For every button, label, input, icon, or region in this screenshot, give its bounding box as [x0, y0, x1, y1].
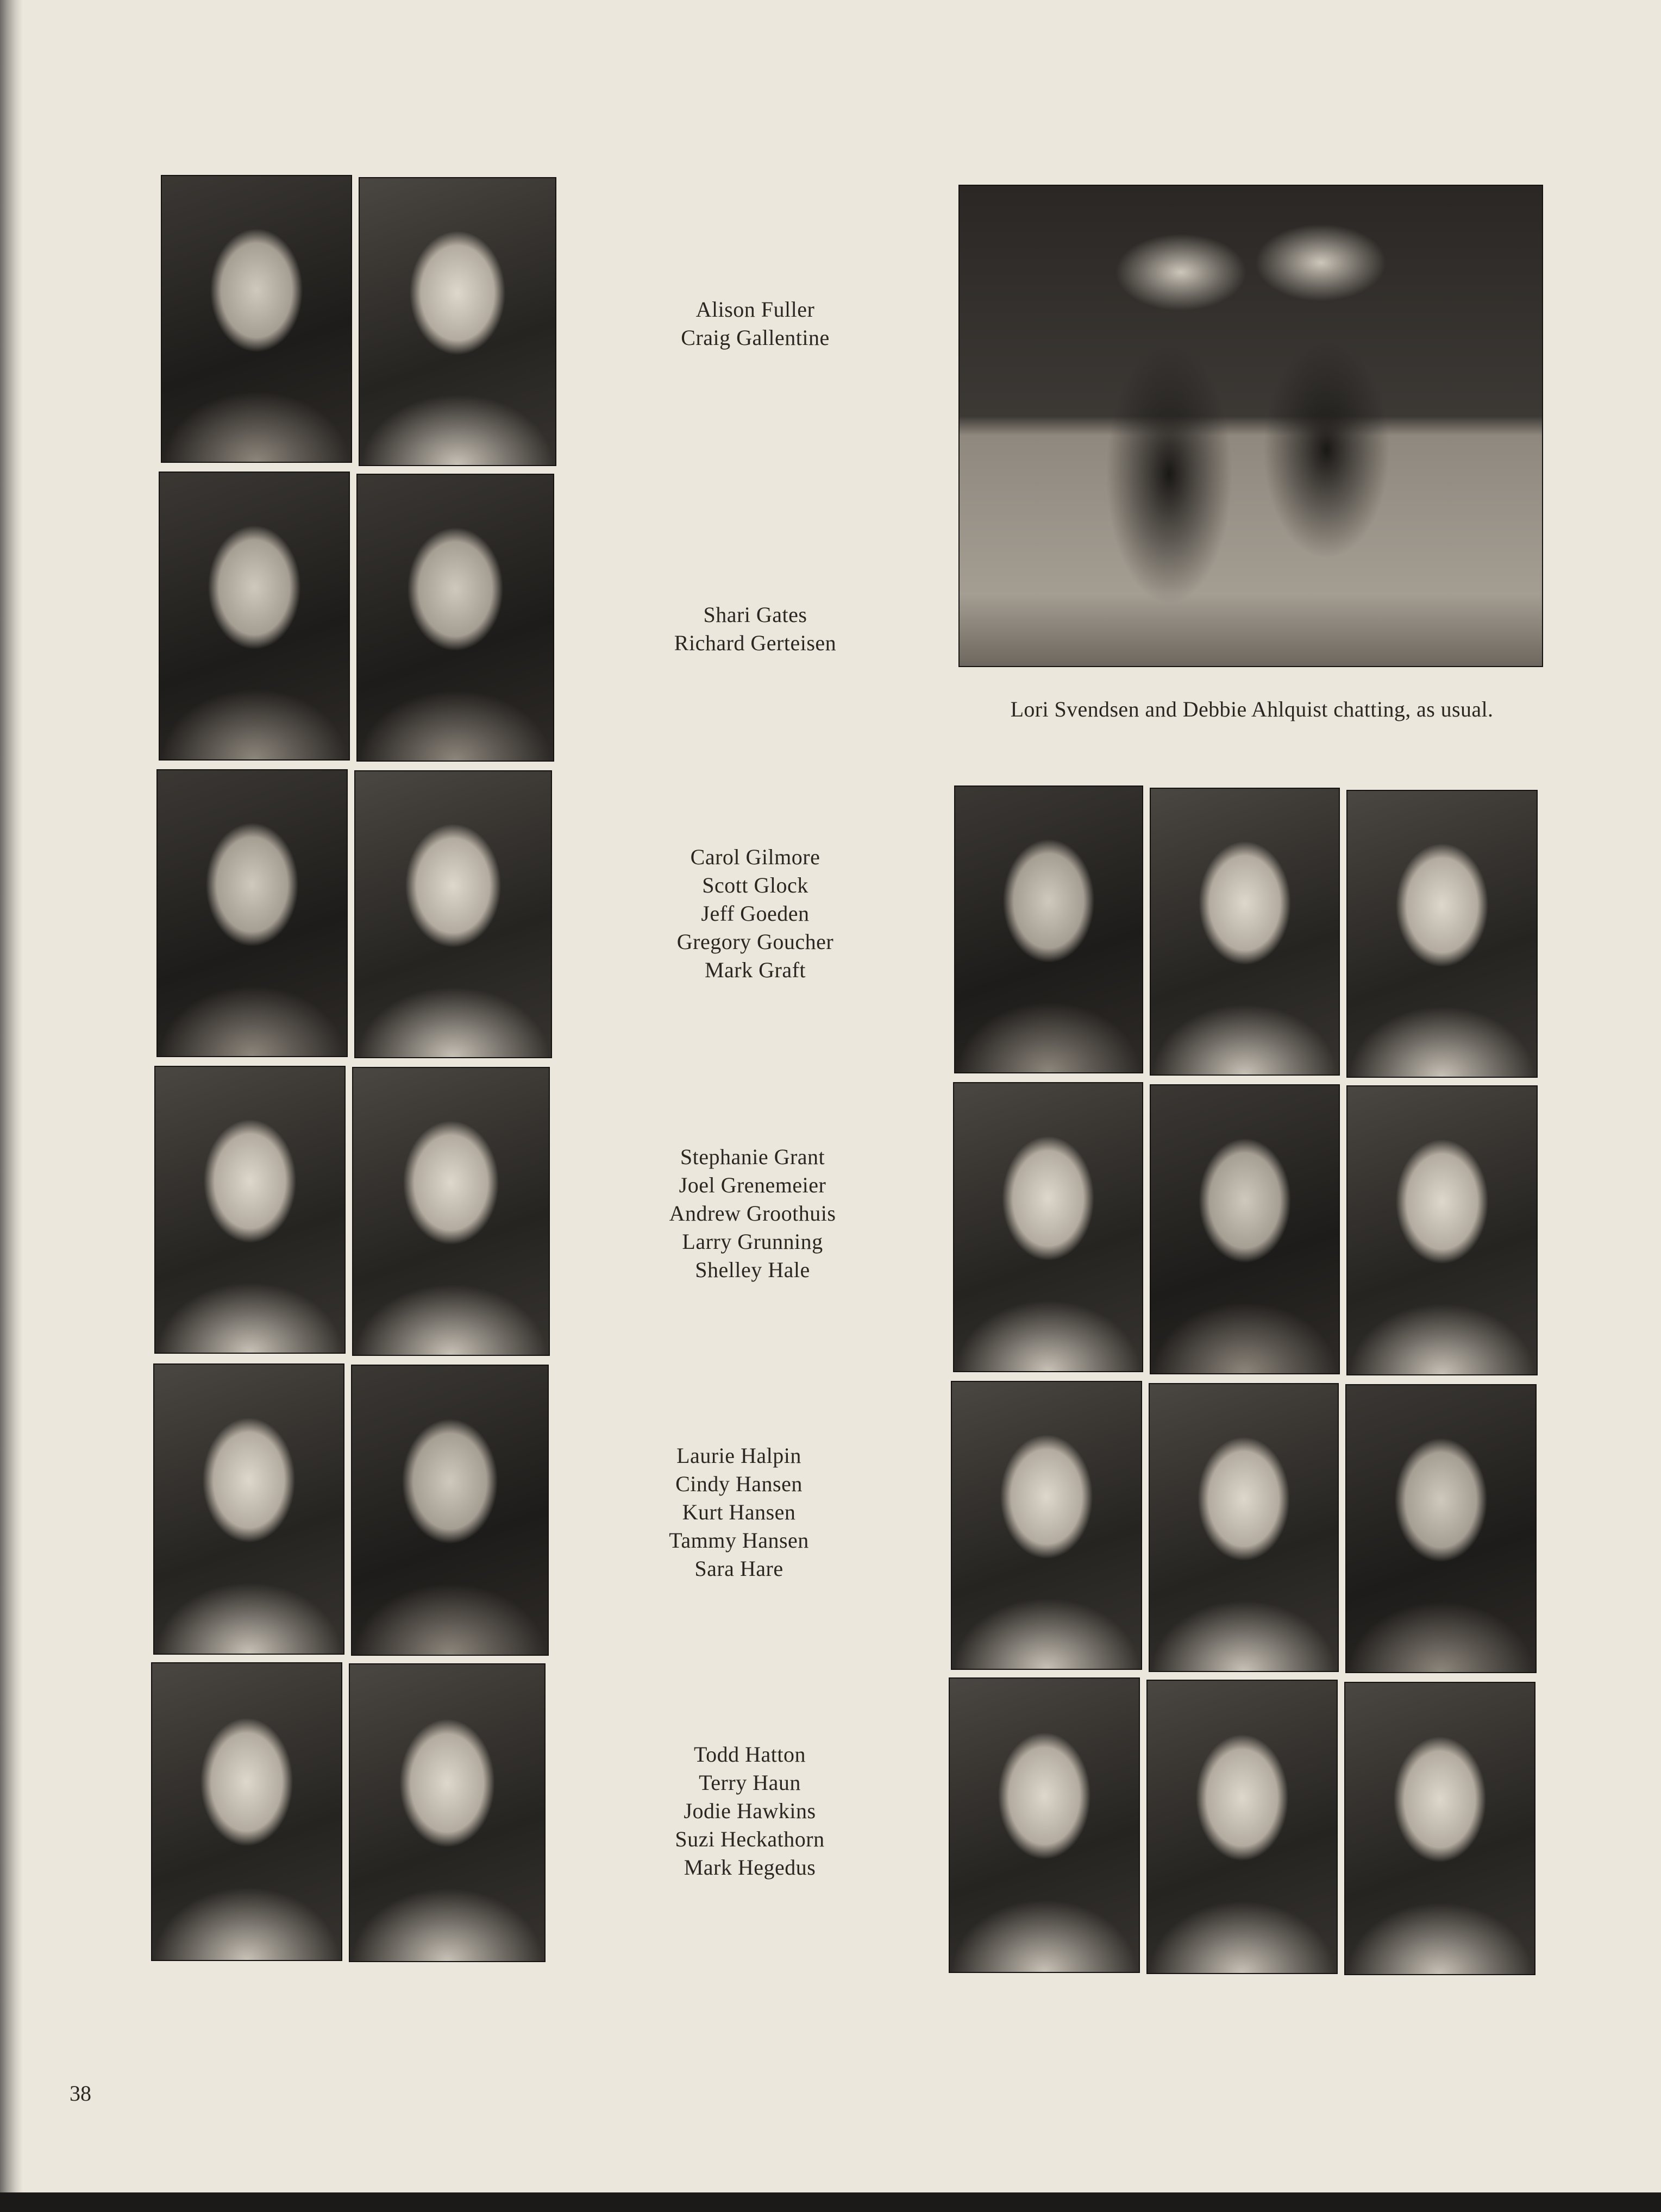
portrait-photo: [356, 474, 554, 762]
student-name: Andrew Groothuis: [669, 1201, 836, 1226]
portrait-photo: [1344, 1682, 1535, 1975]
candid-photo: [958, 185, 1543, 667]
portrait-photo: [359, 177, 556, 466]
portrait-photo: [1346, 790, 1538, 1078]
portrait-photo: [1346, 1085, 1538, 1375]
portrait-photo: [1150, 1084, 1340, 1374]
portrait-photo: [949, 1677, 1140, 1973]
portrait-photo: [354, 770, 552, 1058]
photo-caption: Lori Svendsen and Debbie Ahlquist chatting, as usual.: [1010, 697, 1494, 721]
page-number: 38: [70, 2081, 91, 2106]
portrait-photo: [159, 472, 350, 761]
portrait-photo: [1345, 1384, 1537, 1673]
student-name: Kurt Hansen: [682, 1500, 796, 1524]
student-name: Joel Grenemeier: [679, 1173, 826, 1197]
student-name: Suzi Heckathorn: [675, 1827, 825, 1851]
portrait-photo: [953, 1082, 1143, 1372]
portrait-photo: [352, 1067, 550, 1356]
portrait-photo: [153, 1363, 344, 1655]
student-name: Todd Hatton: [693, 1742, 806, 1767]
name-list: [619, 1442, 858, 1583]
portrait-photo: [951, 1381, 1142, 1670]
student-name: Richard Gerteisen: [674, 631, 837, 655]
student-name: Jeff Goeden: [701, 901, 810, 926]
student-name: Mark Hegedus: [684, 1855, 816, 1880]
portrait-photo: [161, 175, 352, 463]
student-name: Carol Gilmore: [690, 845, 820, 869]
student-name: Cindy Hansen: [675, 1472, 803, 1496]
portrait-photo: [154, 1066, 346, 1354]
student-name: Mark Graft: [704, 958, 806, 982]
name-list: [630, 1143, 875, 1284]
portrait-photo: [954, 785, 1143, 1073]
portrait-photo: [351, 1365, 549, 1656]
name-list: [630, 1740, 869, 1882]
name-list: [636, 601, 875, 657]
student-name: Shelley Hale: [695, 1258, 810, 1282]
portrait-photo: [1149, 1383, 1339, 1672]
student-name: Alison Fuller: [695, 297, 815, 322]
student-name: Craig Gallentine: [681, 325, 830, 350]
student-name: Sara Hare: [694, 1556, 784, 1581]
student-name: Tammy Hansen: [669, 1528, 809, 1553]
student-name: Shari Gates: [703, 602, 807, 627]
student-name: Larry Grunning: [682, 1229, 823, 1254]
page-bottom-edge: [0, 2192, 1661, 2212]
portrait-photo: [156, 769, 348, 1057]
student-name: Jodie Hawkins: [684, 1799, 816, 1823]
portrait-photo: [349, 1663, 546, 1962]
page-binding-edge: [0, 0, 23, 2212]
portrait-photo: [1150, 788, 1340, 1076]
student-name: Stephanie Grant: [680, 1145, 825, 1169]
student-name: Scott Glock: [702, 873, 808, 897]
student-name: Terry Haun: [699, 1770, 801, 1795]
portrait-photo: [151, 1662, 342, 1961]
student-name: Laurie Halpin: [676, 1443, 801, 1468]
name-list: [636, 843, 875, 984]
portrait-photo: [1146, 1680, 1338, 1974]
student-name: Gregory Goucher: [676, 929, 834, 954]
name-list: [636, 296, 875, 352]
